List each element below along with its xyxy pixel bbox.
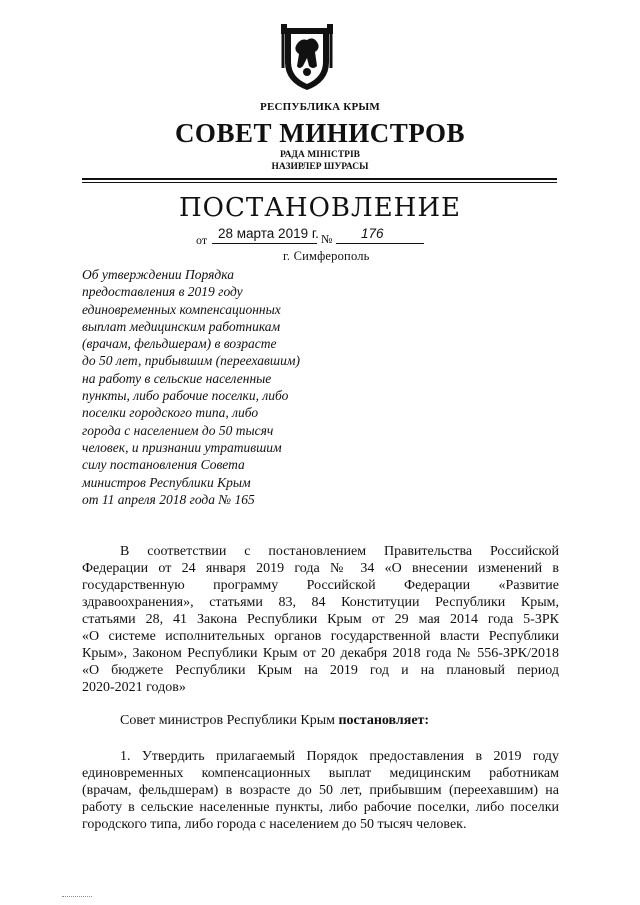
paragraph-line: Крым», Законом Республики Крым от 20 декабря 2018 года № 556-ЗРК/2018 [82,646,559,661]
header-divider-thick [82,178,557,180]
paragraph-line: работу в сельские населенные пункты, либо рабочие поселки, либо поселки [82,800,559,815]
paragraph-line: «О бюджете Республики Крым на 2019 год и на плановый период [82,663,559,678]
decree-number: 176 [361,226,384,241]
decree-date-number-line [196,226,426,246]
subject-line: Об утверждении Порядка [82,267,234,282]
city-name: г. Симферополь [283,249,370,263]
resolve-paragraph [120,713,429,729]
paragraph-line: государственную программу Российской Федерации «Развитие [82,578,559,593]
subject-line: от 11 апреля 2018 года № 165 [82,491,255,507]
header-divider-thin [82,182,557,183]
subject-line: единовременных компенсационных [82,301,281,317]
subject-line: до 50 лет, прибывшим (переехавшим) [82,353,300,369]
republic-name: РЕСПУБЛИКА КРЫМ [260,101,380,113]
paragraph-line: городского типа, либо города с населением до 50 тысяч человек. [82,817,467,832]
number-underline [336,243,424,244]
paragraph-line: здравоохранения», статьями 83, 84 Конституции Республики Крым, [82,595,559,610]
subject-line: выплат медицинским работникам [82,318,281,334]
paragraph-line: единовременных компенсационных выплат медицинским работникам [82,766,559,781]
paragraph-line: 1. Утвердить прилагаемый Порядок предоставления в 2019 году [120,749,559,764]
subject-line: предоставления в 2019 году [82,284,243,300]
resolve-prefix: Совет министров Республики Крым [120,713,339,728]
document-type-title: ПОСТАНОВЛЕНИЕ [178,193,461,223]
from-label: от [196,233,208,247]
subject-line: силу постановления Совета [82,457,245,473]
decree-date: 28 марта 2019 г. [218,226,319,241]
subject-line: (врачам, фельдшерам) в возрасте [82,336,277,352]
crimea-coat-of-arms-icon [277,22,337,92]
council-name: СОВЕТ МИНИСТРОВ [174,118,466,148]
date-underline [212,243,317,244]
footnote-separator [62,896,92,898]
council-name-ukrainian: РАДА МІНІСТРІВ [279,150,360,160]
preamble-paragraph [82,543,559,696]
paragraph-line: Федерации от 24 января 2019 года № 34 «О внесении изменений в [82,561,559,576]
subject-line: поселки городского типа, либо [82,405,259,421]
paragraph-line: «О системе исполнительных органов государственной власти Республики [82,629,559,644]
resolve-keyword: постановляет: [338,713,430,728]
number-label: № [321,232,333,246]
subject-line: города с населением до 50 тысяч [82,422,274,438]
decree-subject [82,266,352,508]
subject-line: министров Республики Крым [82,474,251,490]
paragraph-line: (врачам, фельдшерам) в возрасте до 50 лет, прибывшим (переехавшим) на [82,783,559,798]
paragraph-line: В соответствии с постановлением Правительства Российской [120,544,559,559]
item-1-paragraph [82,748,559,833]
subject-line: на работу в сельские населенные [82,370,272,386]
council-name-tatar: НАЗИРЛЕР ШУРАСЫ [271,162,369,172]
paragraph-line: 2020-2021 годов» [82,680,186,695]
paragraph-line: статьями 28, 41 Закона Республики Крым от 29 мая 2014 года 5-ЗРК [82,612,559,627]
subject-line: человек, и признании утратившим [82,439,282,455]
subject-line: пункты, либо рабочие поселки, либо [82,388,289,404]
